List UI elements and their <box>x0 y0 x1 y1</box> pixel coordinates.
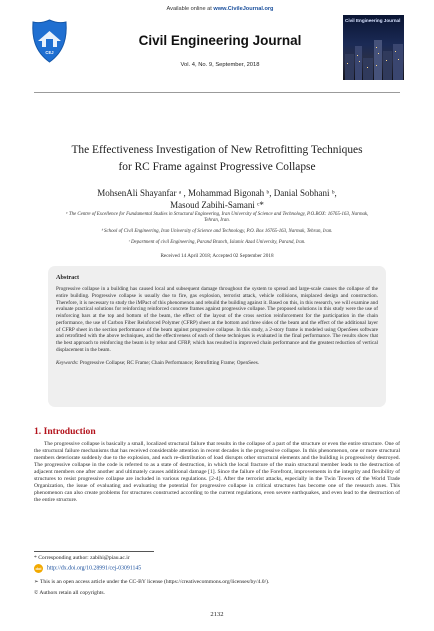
copyright-note: © Authors retain all copyrights. <box>34 590 105 596</box>
authors-line-1: MohsenAli Shayanfar ᵃ , Mohammad Bigonah ᵇ, Danial Sobhani ᵇ, <box>97 188 337 198</box>
abstract-heading: Abstract <box>56 274 80 281</box>
affiliation-c: ᶜ Department of civil Engineering, Parand Branch, Islamic Azad University, Parand, Iran. <box>128 240 306 245</box>
cover-building <box>345 54 354 80</box>
affiliation-a: ᵃ The Centre of Excellence for Fundamental Studies in Structural Engineering, Iran University of Science and Technology, P.O.BOX: 16765-163, Narmak, Tehran, Iran. <box>65 212 369 223</box>
page-number: 2132 <box>210 611 224 618</box>
keywords <box>56 360 378 367</box>
received-dates: Received 14 April 2018; Accepted 02 September 2018 <box>160 253 274 259</box>
journal-logo-icon <box>31 19 68 63</box>
abstract-text: Progressive collapse in a building has caused local and subsequent damage throughout the system to spread and large-scale causes the collapse of the entire building. Progressive collapse is usually due to fire, gas explosion, terrorist attack, vehicle collisions, misplaced design and construction. Therefore, it is necessary to study the iMPact of this phenomenon and rebuild the building against it. Based on this, in this research, we will examine and evaluate practical solutions for reinforcing reinforced concrete frames against progressive collapse. The proposed solutions in this study were the use of reinforcing bars at the top and bottom of the beam, the effect of the layout of the cross section reinforcement for the participation in the chain performance, the use of Carbon Fiber Reinforced Polymer (CFRP) sheet at the bottom and three sides of the beam and the effect of the additional layer of CFRP sheet in the section performance of the beam against progressive collapse. In this study, a 2-story frame is modeled using OpenSees software and retrofitted with the above techniques, and the effectiveness of each of these techniques is evaluated in the final performance. The results show that the best approach to reinforcing the beam is by rebar and CFRP, which has resulted in improved chain performance and the greatest reduction of vertical displacement in the beam. <box>56 286 378 353</box>
title-line-1: The Effectiveness Investigation of New Retrofitting Techniques <box>71 144 363 156</box>
cover-building <box>393 44 403 80</box>
title-line-2: for RC Frame against Progressive Collapse <box>118 161 316 173</box>
corresponding-author: * Corresponding author: zabihi@piau.ac.ir <box>34 555 130 561</box>
footnote-divider <box>34 551 154 552</box>
journal-website-link[interactable]: www.CivileJournal.org <box>213 6 274 12</box>
license-note: ➢ This is an open access article under the CC-BY license (https://creativecommons.org/licenses/by/4.0/). <box>34 579 270 585</box>
availability-line <box>120 6 320 12</box>
cover-title: Civil Engineering Journal <box>345 18 401 23</box>
authors-line-2: Masoud Zabihi-Samani ᶜ* <box>170 200 264 210</box>
abstract-box <box>48 266 386 407</box>
cover-building <box>383 51 392 80</box>
keywords-list: Progressive Collapse; RC Frame; Chain Performance; Retrofitting Frame; OpenSees. <box>78 359 260 366</box>
doi-row <box>34 564 141 574</box>
introduction-text: The progressive collapse is basically a small, localized structural failure that results in the collapse of a part of the structure or even the entire structure. One of the structural failure mechanisms that has received considerable attention in recent decades is the progressive collapse. In this phenomenon, one or more structural members deteriorate suddenly due to the explosion, and each re-distribution of load disrupts other structural elements and the building is progressively destroyed. The progressive collapse in the code is referred to as a state of destruction, in which the local fracture of the main structural member leads to the destruction of adjacent members one after another and ultimately causes additional damage [1]. Since the failure of the Forefront, improvements in the integrity and flexibility of structures to resist progressive collapse are included in various regulations. [2-4]. After the terrorist attacks, especially in the Twin Towers of the World Trade Organization, the issue of evaluating and evaluating the potential for progressive collapse in critical structures has become one of the research axes. This phenomenon can also create problems for structures constructed according to the current regulations, even severe earthquakes, and even lead to the destruction of the entire structure. <box>34 441 400 503</box>
journal-header <box>0 0 434 92</box>
cover-building <box>374 40 382 80</box>
doi-icon: doi <box>35 566 42 571</box>
keywords-label: Keywords: <box>56 359 79 366</box>
doi-link[interactable]: http://dx.doi.org/10.28991/cej-03091145 <box>47 565 142 572</box>
journal-cover-image <box>343 15 404 80</box>
journal-title: Civil Engineering Journal <box>138 33 302 48</box>
author-list <box>34 187 400 211</box>
header-divider <box>34 92 400 93</box>
availability-prefix: Available online at <box>166 6 214 12</box>
section-heading-introduction: 1. Introduction <box>34 426 96 437</box>
logo-text: CEJ <box>45 50 54 55</box>
article-title <box>34 142 400 176</box>
cover-building <box>363 58 373 80</box>
journal-issue: Vol. 4, No. 9, September, 2018 <box>180 62 260 68</box>
cover-building <box>355 46 362 80</box>
affiliation-b: ᵇ School of Civil Engineering, Iran University of Science and Technology, P.O. Box 16765-163, Narmak, Tehran, Iran. <box>101 229 333 234</box>
